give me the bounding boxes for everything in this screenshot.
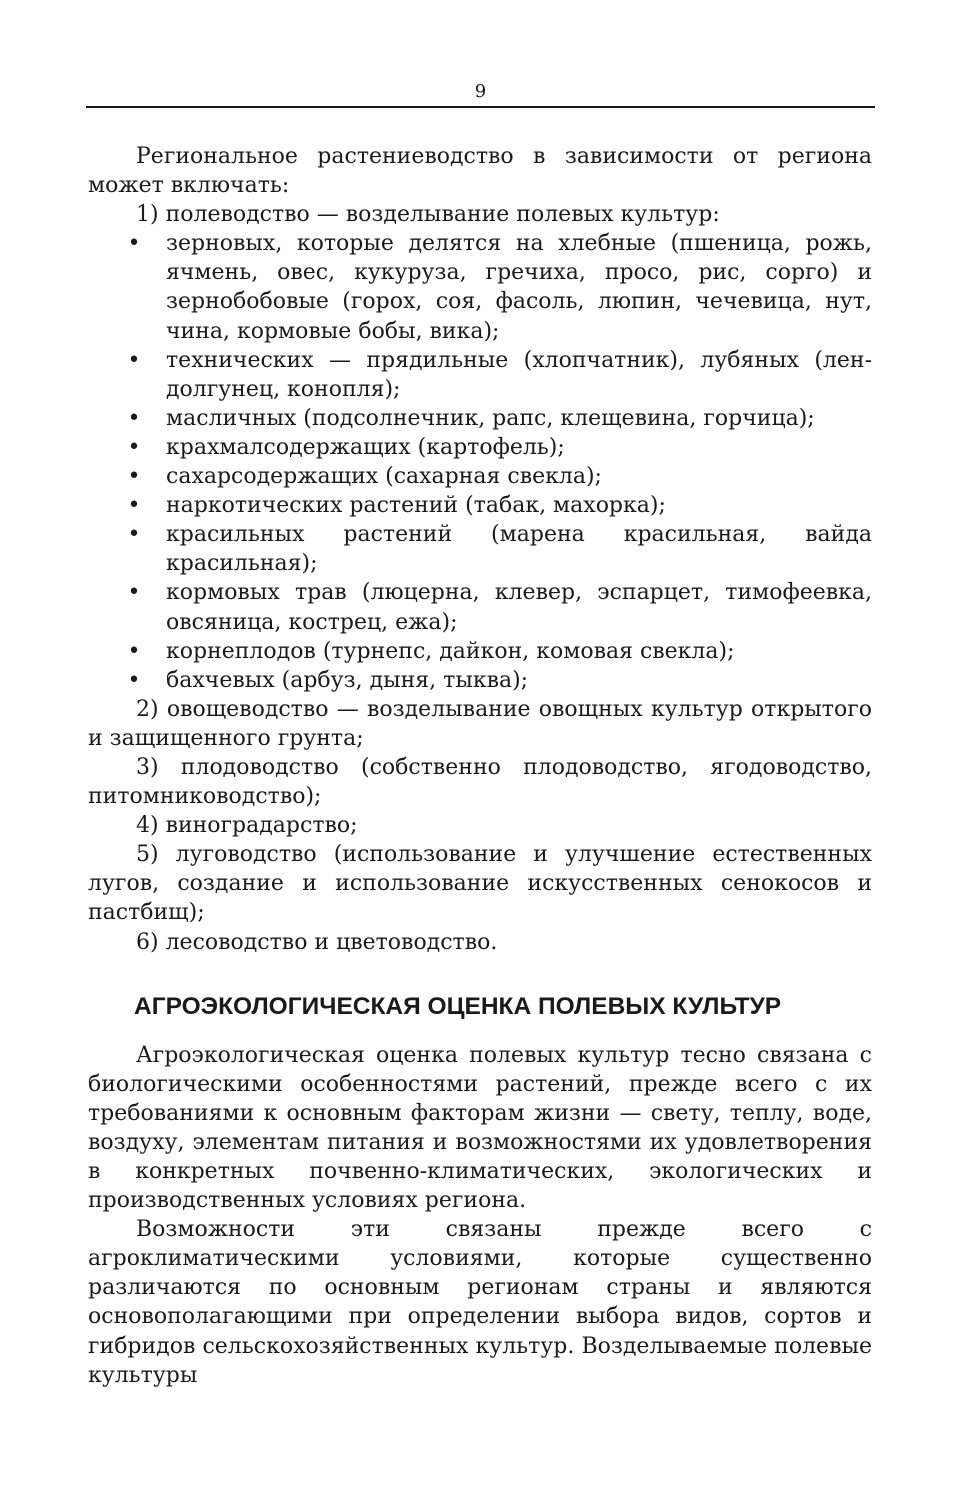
bullet-item: • бахчевых (арбуз, дыня, тыква);: [88, 666, 872, 695]
bullet-item: • сахарсодержащих (сахарная свекла);: [88, 462, 872, 491]
bullet-icon: •: [127, 667, 141, 693]
section-heading: АГРОЭКОЛОГИЧЕСКАЯ ОЦЕНКА ПОЛЕВЫХ КУЛЬТУР: [134, 992, 782, 1020]
bullet-icon: •: [127, 580, 141, 606]
bullet-icon: •: [127, 231, 141, 257]
bullet-icon: •: [127, 347, 141, 373]
bullet-item: • масличных (подсолнечник, рапс, клещевина, горчица);: [88, 404, 872, 433]
list-item-vegetables: 2) овощеводство — возделывание овощных культур открытого и защищенного грунта;: [88, 696, 872, 751]
page-body: [88, 142, 872, 1390]
intro-paragraph: Региональное растениеводство в зависимости от региона может включать:: [88, 144, 872, 199]
bullet-icon: •: [127, 434, 141, 460]
bullet-item: • зерновых, которые делятся на хлебные (пшеница, рожь, ячмень, овес, кукуруза, гречиха, просо, рис, сорго) и зернобобовые (горох, соя, фасоль, люпин, чечевица, нут, чина, кормовые бобы, вика);: [88, 229, 872, 345]
list-item-viticulture: 4) виноградарство;: [136, 813, 358, 839]
list-item-meadows: 5) луговодство (использование и улучшение естественных лугов, создание и использование искусственных сенокосов и пастбищ);: [88, 842, 872, 926]
bullet-item: • корнеплодов (турнепс, дайкон, комовая свекла);: [88, 637, 872, 666]
bullet-icon: •: [127, 522, 141, 548]
bullet-icon: •: [127, 464, 141, 490]
bullet-item: • красильных растений (марена красильная, вайда красильная);: [88, 520, 872, 578]
list-item-field-crops: 1) полеводство — возделывание полевых культур:: [136, 202, 720, 228]
list-item-fruit: 3) плодоводство (собственно плодоводство, ягодоводство, питомниководство);: [88, 754, 872, 810]
bullet-item: • технических — прядильные (хлопчатник), лубяных (лен-долгунец, конопля);: [88, 346, 872, 404]
page-number: 9: [474, 81, 487, 102]
bullet-icon: •: [127, 405, 141, 431]
bullet-icon: •: [127, 493, 141, 519]
body-paragraph: Возможности эти связаны прежде всего с агроклиматическими условиями, которые существенно различаются по основным регионам страны и являются основополагающими при определении выбора видов, сортов и гибридов сельскохозяйственных культур. Возделываемые полевые культуры: [88, 1217, 872, 1388]
bullet-item: • крахмалсодержащих (картофель);: [88, 433, 872, 462]
bullet-item: • наркотических растений (табак, махорка);: [88, 491, 872, 520]
crop-bullet-list: [88, 229, 872, 695]
bullet-icon: •: [127, 638, 141, 664]
bullet-item: • кормовых трав (люцерна, клевер, эспарцет, тимофеевка, овсяница, кострец, ежа);: [88, 578, 872, 636]
body-paragraph: Агроэкологическая оценка полевых культур тесно связана с биологическими особенностями растений, прежде всего с их требованиями к основным факторам жизни — свету, теплу, воде, воздуху, элементам питания и возможностями их удовлетворения в конкретных почвенно-климатических, экологических и производственных условиях региона.: [88, 1042, 872, 1214]
list-item-forestry: 6) лесоводство и цветоводство.: [136, 929, 498, 955]
header-rule: [86, 106, 875, 108]
